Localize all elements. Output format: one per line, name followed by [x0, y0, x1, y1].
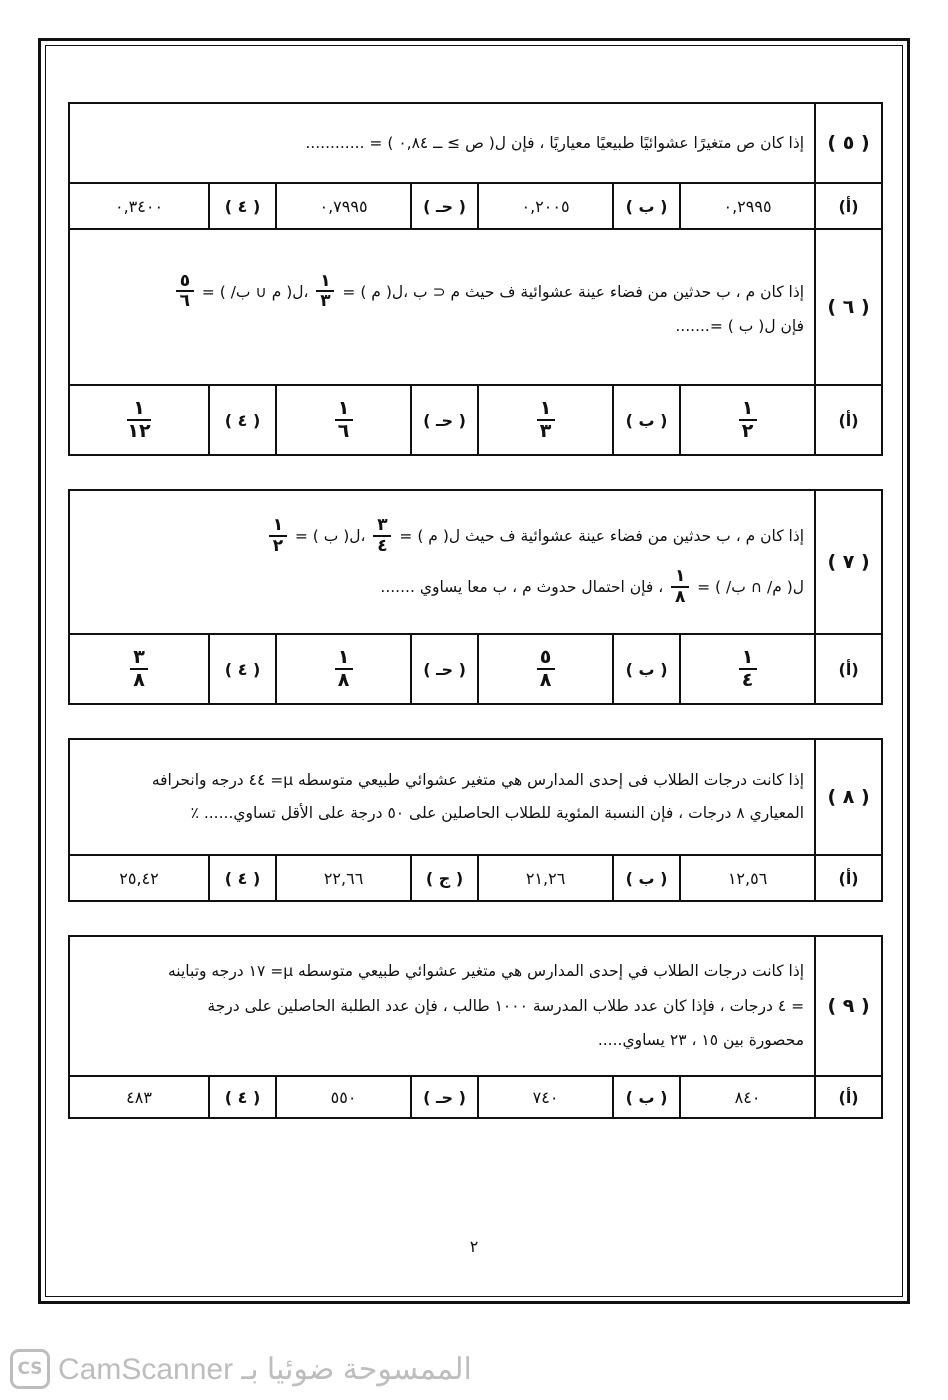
option-c[interactable]: ٠,٧٩٩٥ — [276, 183, 411, 229]
stem-line: إذا كان م ، ب حدثين من فضاء عينة عشوائية ف حيث ل( م ) = $\frac{٣}{٤}$ ،ل( ب ) = $\frac{١}{٢}$ — [80, 517, 804, 556]
option-label-a: (أ) — [815, 385, 882, 455]
camscanner-logo-icon: CS — [10, 1349, 50, 1389]
option-label-c: ( حـ ) — [411, 634, 478, 704]
option-label-b: ( ب ) — [613, 1076, 680, 1118]
stem-line: محصورة بين ١٥ ، ٢٣ يساوي..... — [597, 1031, 805, 1050]
question-stem — [69, 229, 815, 385]
option-c[interactable]: ٢٢,٦٦ — [276, 855, 411, 901]
option-a[interactable]: ٠,٢٩٩٥ — [680, 183, 815, 229]
stem-line: المعياري ٨ درجات ، فإن النسبة المئوية للطلاب الحاصلين على ٥٠ درجة على الأقل تساوي...... ٪ — [190, 804, 805, 822]
question-9 — [68, 935, 883, 1119]
option-label-c: ( حـ ) — [411, 385, 478, 455]
question-8 — [68, 738, 883, 902]
option-c[interactable]: $\frac{١}{٨}$ — [276, 634, 411, 704]
question-number: ( ٩ ) — [815, 936, 882, 1076]
stem-line: إذا كانت درجات الطلاب فى إحدى المدارس هي متغير عشوائي طبيعي متوسطه μ= ٤٤ درجه وانحرافه — [151, 771, 805, 790]
question-stem — [69, 739, 815, 855]
fraction: $\frac{١}{٨}$ — [671, 568, 689, 607]
option-a[interactable]: ٨٤٠ — [680, 1076, 815, 1118]
option-c[interactable]: $\frac{١}{٦}$ — [276, 385, 411, 455]
option-label-d: ( ٤ ) — [209, 385, 276, 455]
option-label-b: ( ب ) — [613, 385, 680, 455]
option-label-a: (أ) — [815, 855, 882, 901]
option-label-d: ( ٤ ) — [209, 1076, 276, 1118]
stem-line: ل( م/ ∩ ب/ ) = $\frac{١}{٨}$ ، فإن احتمال حدوث م ، ب معا يساوي ....... — [380, 566, 805, 607]
option-label-c: ( ج ) — [411, 855, 478, 901]
question-stem — [69, 936, 815, 1076]
option-label-d: ( ٤ ) — [209, 855, 276, 901]
option-d[interactable]: ٠,٣٤٠٠ — [69, 183, 209, 229]
option-label-a: (أ) — [815, 1076, 882, 1118]
option-label-b: ( ب ) — [613, 634, 680, 704]
option-label-d: ( ٤ ) — [209, 183, 276, 229]
option-a[interactable]: $\frac{١}{٢}$ — [680, 385, 815, 455]
stem-line: إذا كان ص متغيرًا عشوائيًا طبيعيًا معياريًا ، فإن ل( ص ≥ ــ ٠,٨٤ ) = ............ — [305, 133, 805, 152]
option-d[interactable]: ٤٨٣ — [69, 1076, 209, 1118]
option-b[interactable]: ٠,٢٠٠٥ — [478, 183, 613, 229]
option-label-b: ( ب ) — [613, 855, 680, 901]
option-b[interactable]: $\frac{٥}{٨}$ — [478, 634, 613, 704]
option-label-d: ( ٤ ) — [209, 634, 276, 704]
fraction: $\frac{٣}{٤}$ — [373, 517, 391, 556]
stem-line: إذا كان م ، ب حدثين من فضاء عينة عشوائية ف حيث م ⊂ ب ،ل( م ) = $\frac{١}{٣}$ ،ل( م ∪ ب/ ) = $\frac{٥}{٦}$ — [80, 273, 804, 312]
question-5 — [68, 102, 883, 456]
stem-line: إذا كانت درجات الطلاب في إحدى المدارس هي متغير عشوائي طبيعي متوسطه μ= ١٧ درجه وتباينه — [168, 961, 805, 980]
stem-line: فإن ل( ب ) =....... — [675, 317, 805, 336]
option-a[interactable]: ١٢,٥٦ — [680, 855, 815, 901]
question-number: ( ٥ ) — [815, 103, 882, 183]
option-label-b: ( ب ) — [613, 183, 680, 229]
camscanner-watermark — [10, 1342, 472, 1396]
option-label-a: (أ) — [815, 183, 882, 229]
option-a[interactable]: $\frac{١}{٤}$ — [680, 634, 815, 704]
fraction: $\frac{١}{٢}$ — [269, 517, 287, 556]
question-number: ( ٧ ) — [815, 490, 882, 634]
question-number: ( ٦ ) — [815, 229, 882, 385]
watermark-text: الممسوحة ضوئيا بـ CamScanner — [58, 1352, 472, 1386]
option-d[interactable]: ٢٥,٤٢ — [69, 855, 209, 901]
option-b[interactable]: $\frac{١}{٣}$ — [478, 385, 613, 455]
option-label-a: (أ) — [815, 634, 882, 704]
stem-line: = ٤ درجات ، فإذا كان عدد طلاب المدرسة ١٠٠٠ طالب ، فإن عدد الطلبة الحاصلين على درجة — [207, 996, 805, 1015]
option-d[interactable]: $\frac{١}{١٢}$ — [69, 385, 209, 455]
question-number: ( ٨ ) — [815, 739, 882, 855]
option-b[interactable]: ٧٤٠ — [478, 1076, 613, 1118]
fraction: $\frac{١}{٣}$ — [316, 273, 334, 312]
question-7 — [68, 489, 883, 705]
option-label-c: ( حـ ) — [411, 183, 478, 229]
question-stem — [69, 103, 815, 183]
fraction: $\frac{٥}{٦}$ — [176, 273, 194, 312]
page-number: ٢ — [469, 1237, 479, 1256]
option-c[interactable]: ٥٥٠ — [276, 1076, 411, 1118]
option-b[interactable]: ٢١,٢٦ — [478, 855, 613, 901]
question-stem — [69, 490, 815, 634]
option-label-c: ( حـ ) — [411, 1076, 478, 1118]
option-d[interactable]: $\frac{٣}{٨}$ — [69, 634, 209, 704]
